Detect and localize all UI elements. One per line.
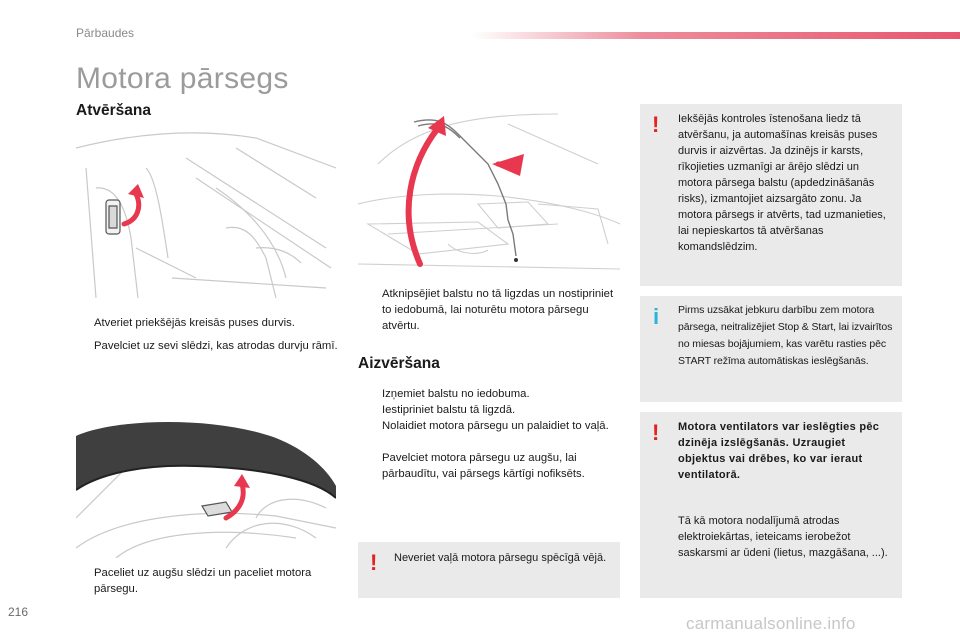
door-lever-illustration xyxy=(76,128,336,302)
section-label: Pārbaudes xyxy=(76,26,135,40)
wind-warning-box xyxy=(358,542,620,598)
warning-icon: ! xyxy=(652,420,660,445)
stop-start-info-box xyxy=(640,296,902,402)
wind-warning-text: Neveriet vaļā motora pārsegu spēcīgā vējā. xyxy=(394,552,607,564)
opening-step-2: Pavelciet uz sevi slēdzi, kas atrodas durvju rāmī. xyxy=(94,340,338,352)
page-title: Motora pārsegs xyxy=(76,62,289,95)
closing-step-2: Iestipriniet balstu tā ligzdā. xyxy=(382,404,516,416)
closing-step-1: Izņemiet balstu no iedobuma. xyxy=(382,388,530,400)
fan-warning-water-text: Tā kā motora nodalījumā atrodas elektroiekārtas, ieteicams ierobežot saskarsmi ar ūdeni (lietus, mazgāšana, ...). xyxy=(678,515,888,559)
warning-icon: ! xyxy=(652,112,660,137)
closing-step-3: Nolaidiet motora pārsegu un palaidiet to vaļā. xyxy=(382,420,609,432)
page-number: 216 xyxy=(8,605,29,619)
closing-step-4: Pavelciet motora pārsegu uz augšu, lai pārbaudītu, vai pārsegs kārtīgi nofiksēts. xyxy=(382,452,585,480)
opening-step-4: Atknipsējiet balstu no tā ligzdas un nostipriniet to iedobumā, lai noturētu motora pārsegu atvērtu. xyxy=(382,288,614,332)
fan-warning-box xyxy=(640,412,902,598)
hood-latch-illustration xyxy=(76,398,336,558)
stop-start-info-text: Pirms uzsākat jebkuru darbību zem motora pārsega, neitralizējiet Stop & Start, lai izvairītos no miesas bojājumiem, kas varētu rasties pēc START režīma automātiskas ieslēgšanās. xyxy=(678,304,893,367)
warning-icon: ! xyxy=(370,550,378,575)
opening-step-3: Paceliet uz augšu slēdzi un paceliet motora pārsegu. xyxy=(94,567,312,595)
opening-step-1: Atveriet priekšējās kreisās puses durvis. xyxy=(94,317,295,329)
interior-control-warning-box xyxy=(640,104,902,286)
fan-warning-bold-text: Motora ventilators var ieslēgties pēc dzinēja izslēgšanās. Uzraugiet objektus vai drēbes, ko var ieraut ventilatorā. xyxy=(678,421,880,481)
watermark: carmanualsonline.info xyxy=(686,614,856,633)
interior-control-text: Iekšējās kontroles īstenošana liedz tā atvēršanu, ja automašīnas kreisās puses durvis ir aizvērtas. Ja dzinējs ir karsts, rīkojieties uzmanīgi ar ārējo slēdzi un motora pārsega balstu (apdedzināšanās risks), izmantojiet aizsargāto zonu. Ja motora pārsegs ir atvērts, tad uzmanieties, lai nepieskartos tā atvēršanas komandslēdzim. xyxy=(678,113,886,253)
header-accent-bar xyxy=(472,32,960,39)
engine-bay-prop-rod-illustration xyxy=(358,104,620,276)
closing-heading: Aizvēršana xyxy=(358,355,440,372)
opening-heading: Atvēršana xyxy=(76,102,151,119)
info-icon: i xyxy=(653,304,660,329)
